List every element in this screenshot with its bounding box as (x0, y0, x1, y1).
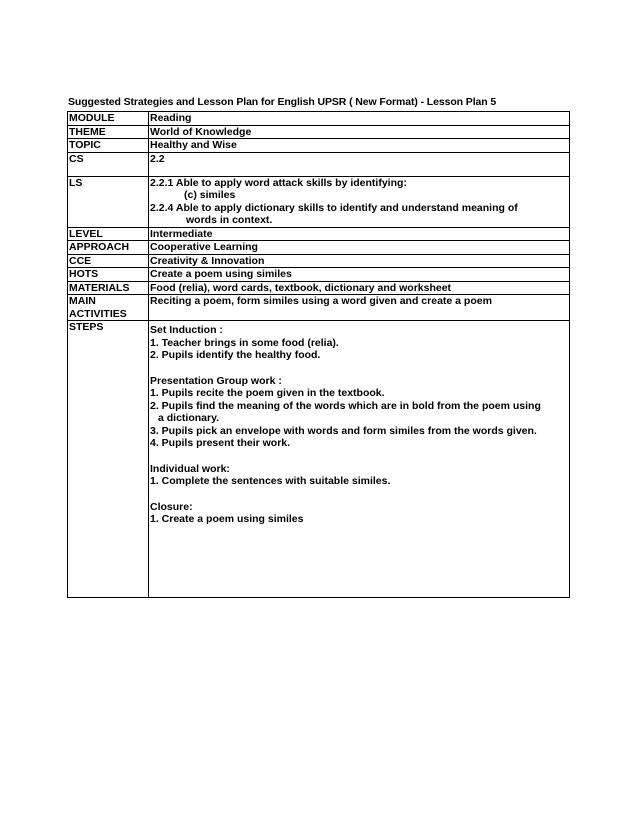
level-label: LEVEL (68, 227, 149, 241)
main-label-line-1: MAIN (69, 295, 96, 307)
theme-label: THEME (68, 125, 149, 139)
cce-value: Creativity & Innovation (149, 254, 570, 268)
presentation-step-4: 4. Pupils present their work. (150, 437, 291, 449)
approach-label: APPROACH (68, 241, 149, 255)
hots-label: HOTS (68, 268, 149, 282)
module-value: Reading (149, 112, 570, 126)
steps-value (149, 321, 570, 598)
table-row-steps (68, 321, 570, 598)
presentation-heading: Presentation Group work : (150, 374, 282, 387)
table-row-hots (68, 268, 570, 282)
ls-line-2: (c) similes (184, 189, 236, 201)
cce-label: CCE (68, 254, 149, 268)
presentation-step-3: 3. Pupils pick an envelope with words and form similes from the words given. (150, 424, 537, 437)
table-row-module (68, 112, 570, 126)
set-induction-step-2: 2. Pupils identify the healthy food. (150, 349, 321, 361)
set-induction-heading: Set Induction : (150, 324, 223, 336)
closure-heading: Closure: (150, 500, 193, 513)
closure-step-1: 1. Create a poem using similes (150, 513, 304, 525)
approach-value: Cooperative Learning (149, 241, 570, 255)
table-row-main-activities (68, 295, 570, 321)
materials-value: Food (relia), word cards, textbook, dictionary and worksheet (149, 281, 570, 295)
materials-label: MATERIALS (68, 281, 149, 295)
ls-line-4: words in context. (186, 214, 273, 226)
level-value: Intermediate (149, 227, 570, 241)
presentation-step-2: 2. Pupils find the meaning of the words which are in bold from the poem using (150, 399, 541, 412)
main-label-line-2: ACTIVITIES (69, 307, 127, 320)
ls-line-3: 2.2.4 Able to apply dictionary skills to identify and understand meaning of (150, 201, 518, 214)
table-row-materials (68, 281, 570, 295)
table-row-topic (68, 139, 570, 153)
table-row-theme (68, 125, 570, 139)
table-row-approach (68, 241, 570, 255)
set-induction-step-1: 1. Teacher brings in some food (relia). (150, 336, 339, 349)
topic-value: Healthy and Wise (149, 139, 570, 153)
table-row-cce (68, 254, 570, 268)
main-activities-label (68, 295, 149, 321)
presentation-step-2-cont: a dictionary. (158, 412, 220, 424)
hots-value: Create a poem using similes (149, 268, 570, 282)
table-row-cs (68, 152, 570, 176)
theme-value: World of Knowledge (149, 125, 570, 139)
lesson-plan-table (67, 111, 570, 598)
cs-value: 2.2 (149, 152, 570, 176)
individual-work-heading: Individual work: (150, 462, 230, 475)
document-title: Suggested Strategies and Lesson Plan for English UPSR ( New Format) - Lesson Plan 5 (68, 96, 497, 108)
module-label: MODULE (68, 112, 149, 126)
main-activities-value: Reciting a poem, form similes using a word given and create a poem (149, 295, 570, 321)
table-row-level (68, 227, 570, 241)
presentation-step-1: 1. Pupils recite the poem given in the textbook. (150, 387, 385, 399)
cs-label: CS (68, 152, 149, 176)
ls-line-1: 2.2.1 Able to apply word attack skills by identifying: (150, 176, 407, 189)
steps-label: STEPS (68, 321, 149, 598)
ls-label: LS (68, 176, 149, 227)
table-row-ls (68, 176, 570, 227)
ls-value (149, 176, 570, 227)
individual-work-step-1: 1. Complete the sentences with suitable similes. (150, 475, 391, 487)
topic-label: TOPIC (68, 139, 149, 153)
